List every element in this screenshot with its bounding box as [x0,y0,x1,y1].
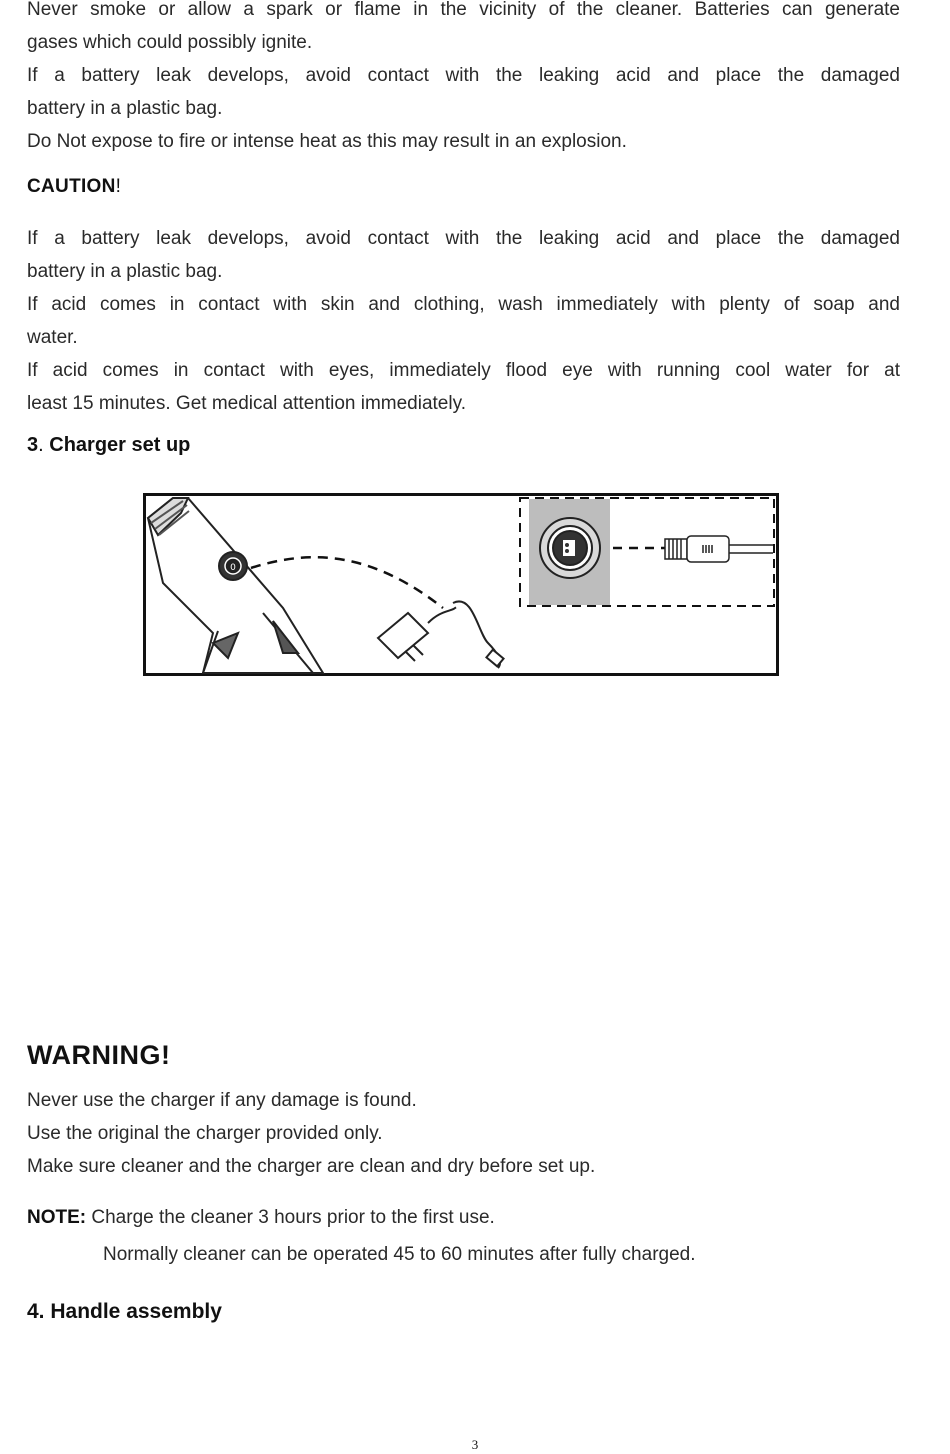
charger-setup-illustration [143,493,779,676]
section-4-heading: 4. Handle assembly [27,1300,222,1323]
svg-text:0: 0 [230,563,236,573]
text-line: If a battery leak develops, avoid contact with the leaking acid and place the damaged [27,228,900,249]
note-line-1: NOTE: Charge the cleaner 3 hours prior to the first use. [27,1207,495,1228]
text-line: Never use the charger if any damage is found. [27,1090,417,1111]
intro-paragraph [27,0,900,158]
text-line: If a battery leak develops, avoid contact with the leaking acid and place the damaged [27,65,900,86]
text-line: Use the original the charger provided only. [27,1123,383,1144]
text-line: If acid comes in contact with skin and clothing, wash immediately with plenty of soap and [27,294,900,315]
section-3-heading: 3. Charger set up [27,434,191,456]
text-line: Do Not expose to fire or intense heat as this may result in an explosion. [27,131,627,152]
text-line: water. [27,327,78,348]
text-line: battery in a plastic bag. [27,98,223,119]
text-line: gases which could possibly ignite. [27,32,313,53]
warning-heading: WARNING! [27,1040,171,1070]
text-line: Never smoke or allow a spark or flame in the vicinity of the cleaner. Batteries can generate [27,0,900,20]
text-line: least 15 minutes. Get medical attention immediately. [27,393,466,414]
text-line: battery in a plastic bag. [27,261,223,282]
caution-heading: CAUTION! [27,176,122,197]
warning-paragraph [27,1084,900,1183]
text-line: If acid comes in contact with eyes, immediately flood eye with running cool water for at [27,360,900,381]
page-number: 3 [471,1437,479,1452]
note-line-2: Normally cleaner can be operated 45 to 60 minutes after fully charged. [103,1244,696,1265]
charging-port-icon [540,518,600,578]
caution-paragraph [27,222,900,420]
text-line: Make sure cleaner and the charger are clean and dry before set up. [27,1156,596,1177]
